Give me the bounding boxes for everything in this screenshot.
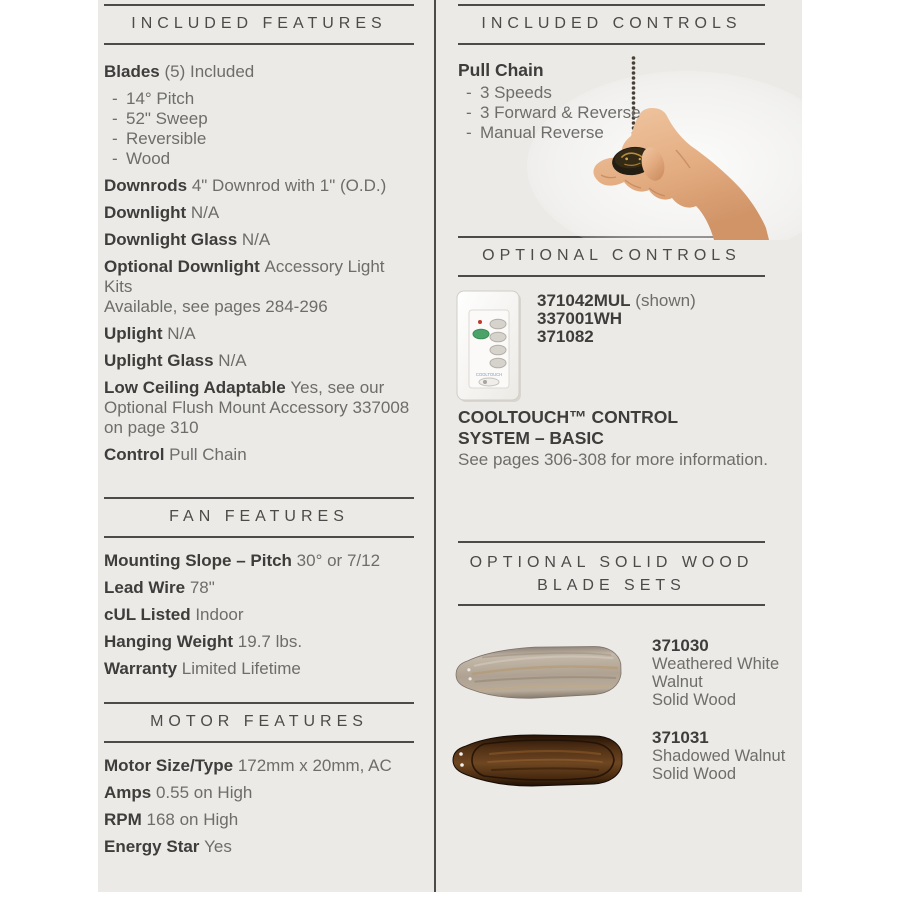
blade-caption-line: Walnut: [652, 673, 703, 691]
feature-line: [104, 783, 414, 803]
feature-line: [104, 756, 414, 776]
control-logo-text: COOLTOUCH: [475, 372, 503, 377]
feature-value: 168 on High: [146, 810, 239, 829]
optional-controls-title: OPTIONAL CONTROLS: [458, 236, 765, 277]
feature-value: Pull Chain: [169, 445, 247, 464]
blade-caption-line: Solid Wood: [652, 765, 737, 783]
feature-value: 30° or 7/12: [296, 551, 381, 570]
feature-label: cUL Listed: [104, 605, 196, 624]
pull-chain-label: Pull Chain: [458, 60, 544, 80]
feature-line: [104, 176, 414, 196]
bullet-text: Wood: [126, 149, 171, 168]
feature-label: Control: [104, 445, 170, 464]
dash-icon: -: [112, 109, 118, 128]
control-model-number: 371082: [537, 327, 594, 346]
bullet-item: [458, 83, 765, 103]
blade-sets-title-line2: BLADE SETS: [537, 577, 686, 594]
bullet-text: Manual Reverse: [480, 123, 604, 142]
feature-value: Indoor: [195, 605, 244, 624]
feature-line: [104, 810, 414, 830]
feature-line: [104, 605, 414, 625]
feature-line: [104, 837, 414, 857]
feature-line: [104, 632, 414, 652]
dash-icon: -: [112, 129, 118, 148]
feature-label: Mounting Slope – Pitch: [104, 551, 297, 570]
control-model-number: 337001WH: [537, 309, 623, 328]
model-note: (shown): [630, 291, 696, 310]
spec-panel: [98, 0, 802, 892]
feature-label: RPM: [104, 810, 147, 829]
blade-caption-line: Weathered White: [652, 655, 780, 673]
bullet-item: [104, 89, 414, 109]
feature-label: Lead Wire: [104, 578, 190, 597]
blade-caption-line: Shadowed Walnut: [652, 747, 786, 765]
feature-line: [104, 257, 414, 317]
bullet-text: 3 Speeds: [480, 83, 552, 102]
feature-line: [104, 445, 414, 465]
blade-1-caption: [652, 637, 812, 709]
feature-label: Uplight: [104, 324, 168, 343]
feature-value: N/A: [167, 324, 196, 343]
bullet-item: [458, 123, 765, 143]
feature-label: Blades: [104, 62, 165, 81]
bullet-item: [104, 129, 414, 149]
bullet-list: [104, 89, 414, 169]
feature-list: [104, 62, 414, 465]
feature-line: [104, 659, 414, 679]
pull-chain-block: [458, 60, 765, 143]
feature-value: N/A: [241, 230, 271, 249]
dash-icon: -: [466, 103, 472, 122]
feature-value: Limited Lifetime: [181, 659, 301, 678]
included-controls-title: INCLUDED CONTROLS: [458, 4, 765, 45]
feature-line: [104, 324, 414, 344]
cooltouch-wall-control-photo: [455, 289, 523, 404]
dash-icon: -: [466, 123, 472, 142]
bullet-item: [104, 109, 414, 129]
feature-line: [104, 230, 414, 250]
dash-icon: -: [112, 149, 118, 168]
feature-label: Energy Star: [104, 837, 205, 856]
feature-list: [104, 756, 414, 857]
control-system-name-line2: SYSTEM – BASIC: [458, 428, 604, 448]
feature-label: Hanging Weight: [104, 632, 238, 651]
feature-value: 0.55 on High: [155, 783, 253, 802]
control-slider: [479, 378, 499, 386]
bullet-item: [458, 103, 765, 123]
bullet-text: Reversible: [126, 129, 207, 148]
section-title: MOTOR FEATURES: [104, 702, 414, 743]
control-model-number: 371042MUL (shown): [537, 291, 696, 310]
feature-line: [104, 578, 414, 598]
feature-value: 172mm x 20mm, AC: [237, 756, 392, 775]
feature-value: N/A: [190, 203, 220, 222]
column-divider: [434, 0, 436, 892]
cooltouch-name-block: [458, 407, 802, 470]
control-system-name-line1: COOLTOUCH™ CONTROL: [458, 407, 679, 427]
feature-value: Accessory Light Kits Available, see pages 284-296: [104, 257, 385, 316]
feature-value: 78": [189, 578, 215, 597]
feature-value: N/A: [218, 351, 247, 370]
blade-sets-title: [458, 541, 765, 606]
spec-section: [104, 497, 414, 686]
blade-model-number: 371031: [652, 728, 709, 747]
bullet-text: 3 Forward & Reverse: [480, 103, 641, 122]
feature-line: [104, 203, 414, 223]
feature-line: [104, 551, 414, 571]
feature-value: (5) Included: [164, 62, 255, 81]
feature-label: Downlight Glass: [104, 230, 242, 249]
section-title: FAN FEATURES: [104, 497, 414, 538]
dash-icon: -: [112, 89, 118, 108]
spec-section: [104, 4, 414, 472]
feature-value: 19.7 lbs.: [237, 632, 303, 651]
feature-label: Motor Size/Type: [104, 756, 238, 775]
feature-line: [104, 378, 414, 438]
feature-label: Uplight Glass: [104, 351, 219, 370]
blade-sets-title-line1: OPTIONAL SOLID WOOD: [469, 554, 754, 571]
blade-2-caption: [652, 729, 812, 783]
bullet-text: 52" Sweep: [126, 109, 208, 128]
feature-value: 4" Downrod with 1" (O.D.): [191, 176, 387, 195]
feature-value: Yes, see our Optional Flush Mount Accessory 337008 on page 310: [104, 378, 410, 437]
blade-caption-line: Solid Wood: [652, 691, 737, 709]
shadowed-walnut-blade-photo: [450, 732, 626, 789]
pull-chain-bullets: [458, 83, 765, 143]
control-model-numbers: [537, 292, 787, 346]
feature-line: [104, 62, 414, 82]
feature-value: Yes: [204, 837, 232, 856]
feature-list: [104, 551, 414, 679]
feature-line: [104, 351, 414, 371]
feature-label: Amps: [104, 783, 156, 802]
feature-label: Low Ceiling Adaptable: [104, 378, 291, 397]
weathered-white-walnut-blade-photo: [453, 644, 625, 702]
bullet-text: 14° Pitch: [126, 89, 195, 108]
control-green-button: [473, 329, 489, 339]
section-title: INCLUDED FEATURES: [104, 4, 414, 45]
control-system-info: See pages 306-308 for more information.: [458, 450, 768, 469]
feature-label: Warranty: [104, 659, 182, 678]
bullet-item: [104, 149, 414, 169]
feature-label: Downlight: [104, 203, 191, 222]
dash-icon: -: [466, 83, 472, 102]
feature-label: Downrods: [104, 176, 192, 195]
spec-section: [104, 702, 414, 864]
control-led: [478, 320, 482, 324]
feature-label: Optional Downlight: [104, 257, 265, 276]
blade-model-number: 371030: [652, 636, 709, 655]
